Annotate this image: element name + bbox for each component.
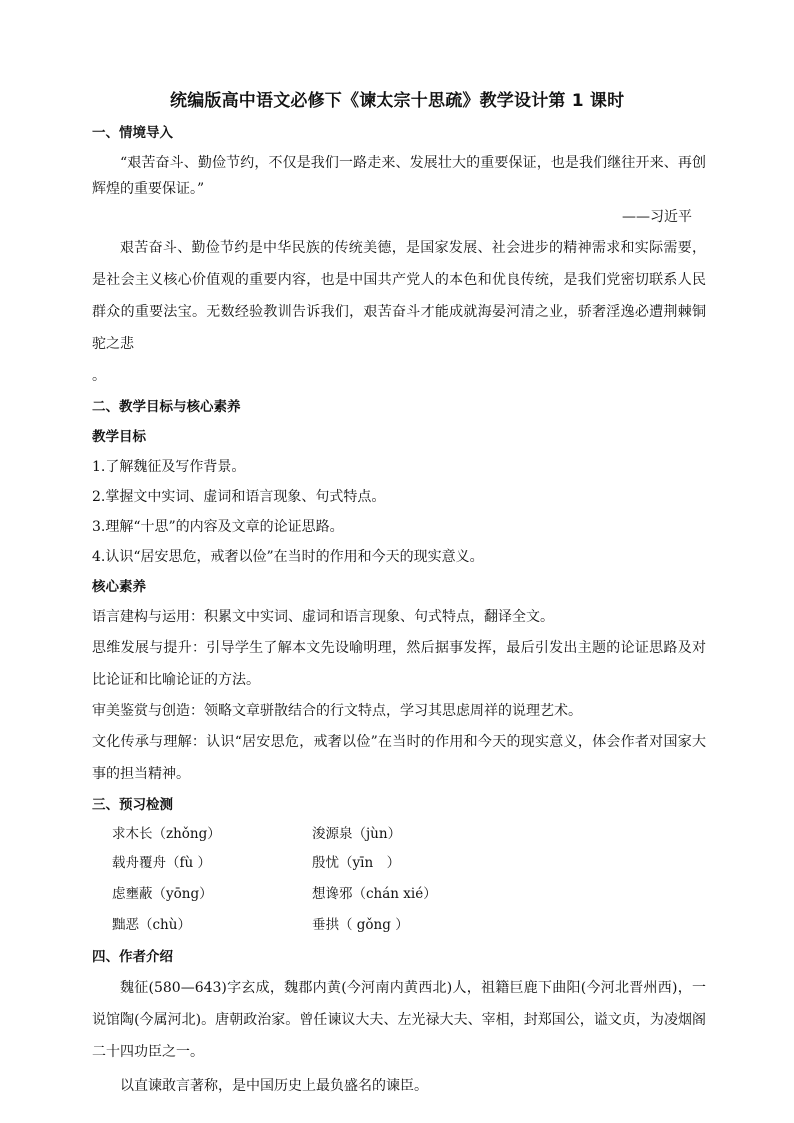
section-heading-intro: 一、情境导入 <box>92 125 173 141</box>
goal-item: 2.掌握文中实词、虚词和语言现象、句式特点。 <box>92 489 386 505</box>
subheading-core-literacy: 核心素养 <box>92 579 146 595</box>
literacy-item: 语言建构与运用：积累文中实词、虚词和语言现象、句式特点，翻译全文。 <box>92 609 554 625</box>
intro-paragraph-end: 。 <box>92 368 106 384</box>
goal-item: 3.理解“十思”的内容及文章的论证思路。 <box>92 519 344 535</box>
author-paragraph: 魏征(580—643)字玄成，魏郡内黄(今河南内黄西北)人，祖籍巨鹿下曲阳(今河北晋州西)，一说馆陶(今属河北)。唐朝政治家。曾任谏议大夫、左光禄大夫、宰相，封郑国公，谥文贞，为凌烟阁二十四功臣之一。 <box>92 980 706 1060</box>
literacy-item: 审美鉴赏与创造：领略文章骈散结合的行文特点，学习其思虑周祥的说理艺术。 <box>92 703 582 719</box>
goal-item: 4.认识“居安思危，戒奢以俭”在当时的作用和今天的现实意义。 <box>92 549 484 565</box>
preview-item: 载舟覆舟（fù ） <box>112 855 211 871</box>
subheading-teaching-goals: 教学目标 <box>92 429 146 445</box>
preview-item: 求木长（zhǒng） <box>112 826 221 842</box>
preview-item: 殷忧（yīn ） <box>312 855 401 871</box>
literacy-item: 思维发展与提升：引导学生了解本文先设喻明理，然后据事发挥，最后引发出主题的论证思路及对比论证和比喻论证的方法。 <box>92 640 706 688</box>
document-body <box>92 118 706 1102</box>
preview-item: 想谗邪（chán xié） <box>312 886 437 902</box>
intro-paragraph-text: 艰苦奋斗、勤俭节约是中华民族的传统美德，是国家发展、社会进步的精神需求和实际需要，是社会主义核心价值观的重要内容，也是中国共产党人的本色和优良传统，是我们党密切联系人民群众的重要法宝。无数经验教训告诉我们，艰苦奋斗才能成就海晏河清之业，骄奢淫逸必遭荆棘铜驼之悲 <box>92 240 706 352</box>
preview-item: 垂拱（ gǒng ） <box>312 917 409 933</box>
section-heading-goals: 二、教学目标与核心素养 <box>92 399 241 415</box>
section-heading-preview: 三、预习检测 <box>92 797 173 813</box>
preview-item: 黜恶（chù） <box>112 917 191 933</box>
quote-text: “艰苦奋斗、勤俭节约，不仅是我们一路走来、发展壮大的重要保证，也是我们继往开来、再创辉煌的重要保证。” <box>92 155 706 197</box>
preview-item: 浚源泉（jùn） <box>312 826 402 842</box>
author-paragraph: 以直谏敢言著称，是中国历史上最负盛名的谏臣。 <box>120 1078 428 1094</box>
section-heading-author: 四、作者介绍 <box>92 949 173 965</box>
goal-item: 1.了解魏征及写作背景。 <box>92 459 246 475</box>
preview-grid <box>92 820 706 940</box>
quote-attribution: ——习近平 <box>622 209 692 225</box>
literacy-item: 文化传承与理解：认识“居安思危，戒奢以俭”在当时的作用和今天的现实意义，体会作者对国家大事的担当精神。 <box>92 734 706 782</box>
intro-paragraph <box>92 232 706 392</box>
page-title: 统编版高中语文必修下《谏太宗十思疏》教学设计第 1 课时 <box>170 91 625 111</box>
preview-item: 虑壅蔽（yōng） <box>112 886 213 902</box>
